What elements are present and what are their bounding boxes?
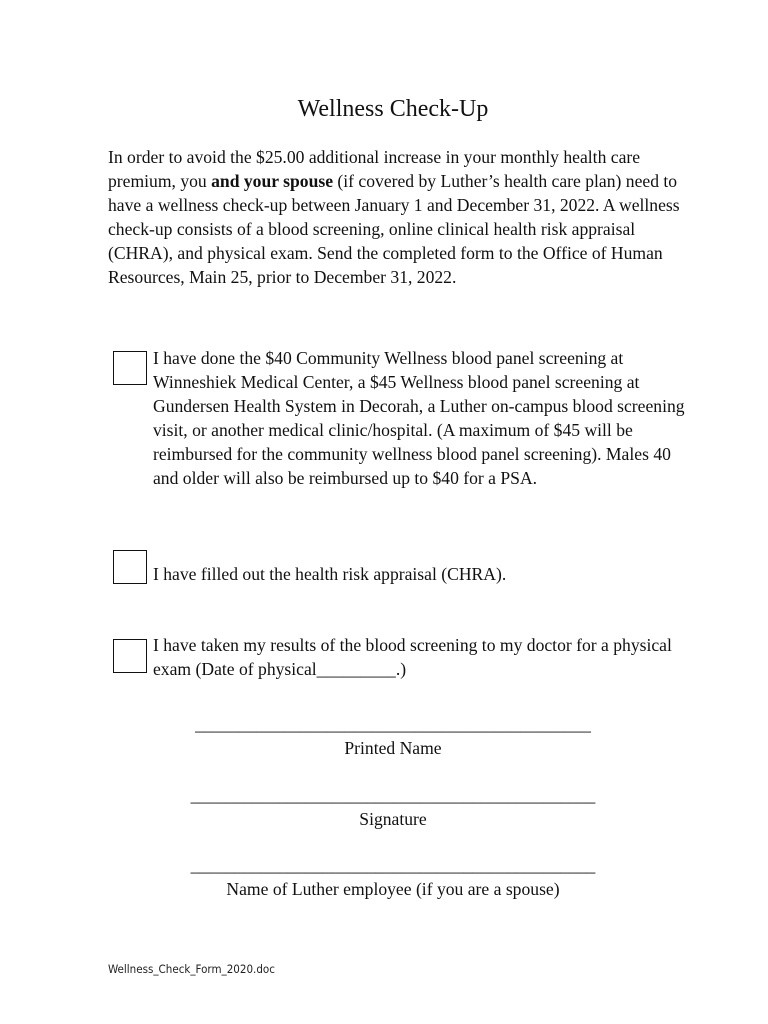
printed-name-line[interactable]: _____________________________________________ [195,714,591,734]
blood-screening-checkbox[interactable] [113,351,147,385]
printed-name-label: Printed Name [344,738,442,758]
signature-block [0,783,768,831]
intro-text-start: In order to avoid the $25.00 additional increase in your monthly health care premium, you [108,147,641,191]
physical-exam-checkbox[interactable] [113,639,147,673]
printed-name-block [0,712,768,760]
intro-text-end: (if covered by Luther’s health care plan) need to have a wellness check-up between January 1 and December 31, 2022. A wellness check-up consists of a blood screening, online clinical health risk appraisal (CHRA), and physical exam. Send the completed form to the Office of Human Resources, Main 25, prior to December 31, 2022. [108,171,680,287]
signature-label: Signature [359,809,427,829]
employee-name-label: Name of Luther employee (if you are a spouse) [226,879,560,899]
footer-filename: Wellness_Check_Form_2020.doc [108,962,275,976]
blood-screening-text: I have done the $40 Community Wellness blood panel screening at Winneshiek Medical Center, a $45 Wellness blood panel screening at Gundersen Health System in Decorah, a Luther on-campus blood screening visit, or another medical clinic/hospital. (A maximum of $45 will be reimbursed for the community wellness blood panel screening). Males 40 and older will also be reimbursed up to $40 for a PSA. [153,348,685,488]
employee-name-line[interactable]: ______________________________________________ [190,855,596,875]
page-title: Wellness Check-Up [297,96,489,122]
signature-line[interactable]: ______________________________________________ [190,785,596,805]
employee-name-block [0,853,768,901]
intro-paragraph [108,145,688,289]
physical-exam-text: I have taken my results of the blood screening to my doctor for a physical exam (Date of physical_________.) [153,635,672,679]
intro-text-bold: and your spouse [211,171,334,191]
chra-text: I have filled out the health risk appraisal (CHRA). [153,564,507,584]
chra-checkbox[interactable] [113,550,147,584]
